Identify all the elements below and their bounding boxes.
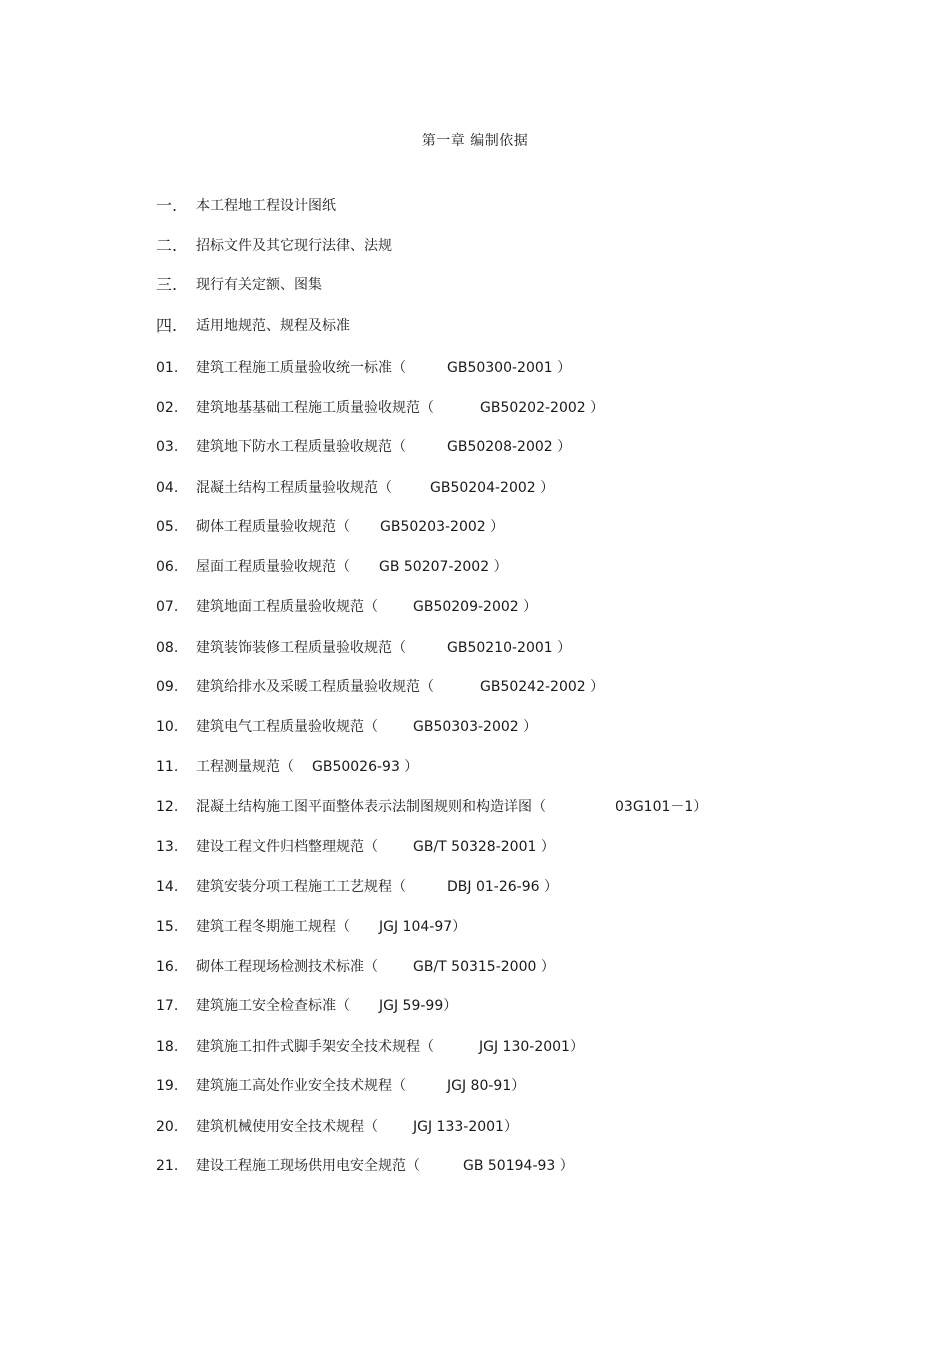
item-number: 02.	[156, 400, 179, 416]
item-text: 建筑机械使用安全技术规程（	[196, 1119, 378, 1135]
item-text: 建筑给排水及采暖工程质量验收规范（	[196, 679, 434, 695]
item-code: GB50202-2002 ）	[480, 400, 605, 416]
item-code: GB50204-2002 ）	[430, 480, 555, 496]
item-number: 10.	[156, 719, 179, 735]
item-number: 07.	[156, 599, 179, 615]
item-code: GB 50207-2002 ）	[379, 559, 508, 575]
item-text: 建筑施工安全检查标准（	[196, 998, 350, 1014]
item-code: GB50303-2002 ）	[413, 719, 538, 735]
item-text: 混凝土结构工程质量验收规范（	[196, 480, 392, 496]
item-code: GB/T 50315-2000 ）	[413, 959, 555, 975]
item-text: 屋面工程质量验收规范（	[196, 559, 350, 575]
item-number: 20.	[156, 1119, 179, 1135]
item-number: 21.	[156, 1158, 179, 1174]
item-text: 建筑地面工程质量验收规范（	[196, 599, 378, 615]
heading-text: 适用地规范、规程及标准	[196, 318, 350, 334]
item-text: 建筑电气工程质量验收规范（	[196, 719, 378, 735]
item-number: 04.	[156, 480, 179, 496]
page-title	[0, 131, 950, 151]
item-code: GB50026-93 ）	[312, 759, 419, 775]
item-text: 建筑施工扣件式脚手架安全技术规程（	[196, 1039, 434, 1055]
item-code: GB50242-2002 ）	[480, 679, 605, 695]
item-number: 01.	[156, 360, 179, 376]
heading-number: 一.	[156, 196, 178, 215]
item-text: 建筑地下防水工程质量验收规范（	[196, 439, 406, 455]
item-code: GB50210-2001 ）	[447, 640, 572, 656]
item-number: 03.	[156, 439, 179, 455]
item-number: 09.	[156, 679, 179, 695]
item-code: GB50203-2002 ）	[380, 519, 505, 535]
item-code: GB50208-2002 ）	[447, 439, 572, 455]
item-code: JGJ 130-2001）	[479, 1039, 584, 1055]
item-number: 14.	[156, 879, 179, 895]
item-number: 19.	[156, 1078, 179, 1094]
item-number: 11.	[156, 759, 179, 775]
chapter-title-text: 第一章 编制依据	[421, 133, 529, 149]
heading-number: 三.	[156, 275, 178, 294]
item-code: DBJ 01-26-96 ）	[447, 879, 558, 895]
item-code: 03G101－1）	[615, 799, 708, 815]
item-text: 砌体工程质量验收规范（	[196, 519, 350, 535]
heading-number: 二.	[156, 236, 178, 255]
item-text: 混凝土结构施工图平面整体表示法制图规则和构造详图（	[196, 799, 546, 815]
item-number: 18.	[156, 1039, 179, 1055]
item-number: 15.	[156, 919, 179, 935]
heading-text: 现行有关定额、图集	[196, 277, 322, 293]
item-text: 建筑施工高处作业安全技术规程（	[196, 1078, 406, 1094]
item-number: 08.	[156, 640, 179, 656]
item-text: 建筑安装分项工程施工工艺规程（	[196, 879, 406, 895]
item-text: 建设工程施工现场供用电安全规范（	[196, 1158, 420, 1174]
item-code: GB50300-2001 ）	[447, 360, 572, 376]
item-text: 建筑装饰装修工程质量验收规范（	[196, 640, 406, 656]
item-number: 13.	[156, 839, 179, 855]
item-text: 建筑地基基础工程施工质量验收规范（	[196, 400, 434, 416]
item-number: 16.	[156, 959, 179, 975]
item-code: JGJ 59-99）	[379, 998, 458, 1014]
item-text: 工程测量规范（	[196, 759, 294, 775]
item-number: 06.	[156, 559, 179, 575]
item-text: 建筑工程施工质量验收统一标准（	[196, 360, 406, 376]
item-text: 建筑工程冬期施工规程（	[196, 919, 350, 935]
item-code: JGJ 104-97）	[379, 919, 467, 935]
heading-text: 本工程地工程设计图纸	[196, 198, 336, 214]
item-number: 12.	[156, 799, 179, 815]
item-text: 砌体工程现场检测技术标准（	[196, 959, 378, 975]
item-code: GB50209-2002 ）	[413, 599, 538, 615]
heading-text: 招标文件及其它现行法律、法规	[196, 238, 392, 254]
item-code: JGJ 80-91）	[447, 1078, 526, 1094]
item-code: GB 50194-93 ）	[463, 1158, 574, 1174]
heading-number: 四.	[156, 316, 178, 335]
item-code: GB/T 50328-2001 ）	[413, 839, 555, 855]
item-number: 05.	[156, 519, 179, 535]
item-number: 17.	[156, 998, 179, 1014]
item-code: JGJ 133-2001）	[413, 1119, 518, 1135]
item-text: 建设工程文件归档整理规范（	[196, 839, 378, 855]
